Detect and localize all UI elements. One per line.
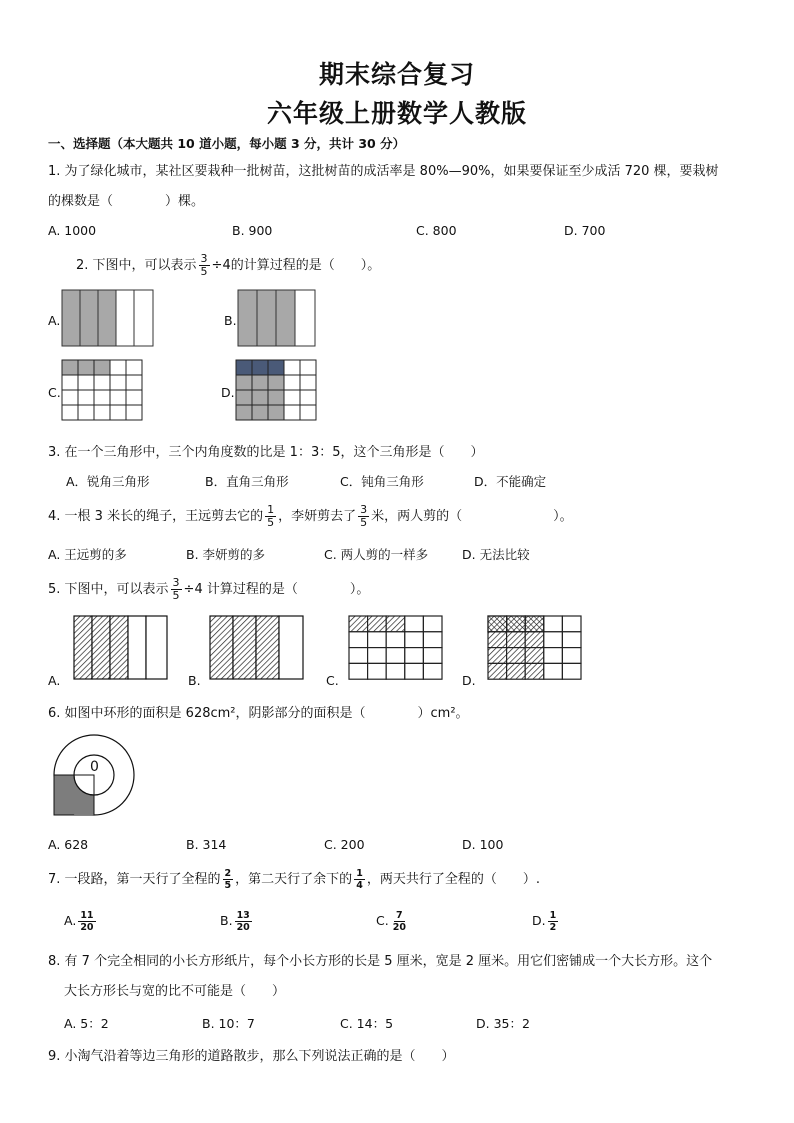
- grid-cell: [268, 390, 284, 405]
- q2-prefix: 2. 下图中，可以表示: [76, 258, 197, 273]
- grid-cell: [544, 648, 563, 664]
- grid-cell: [525, 632, 544, 648]
- question-2: [76, 251, 380, 281]
- q8-option-a: A. 5：2: [64, 1016, 109, 1031]
- q4-mid: ，李妍剪去了: [278, 509, 357, 524]
- q1-option-d: D. 700: [564, 223, 606, 238]
- q5-frac-num: 3: [172, 576, 180, 589]
- grid-cell: [368, 663, 387, 679]
- q7-a-label: A.: [64, 913, 77, 928]
- q4-prefix: 4. 一根 3 米长的绳子，王远剪去它的: [48, 509, 264, 524]
- grid-cell: [126, 375, 142, 390]
- grid-cell: [62, 390, 78, 405]
- grid-cell: [126, 405, 142, 420]
- grid-cell: [94, 405, 110, 420]
- q7-a-fraction: [78, 910, 95, 933]
- grid-cell: [488, 648, 507, 664]
- grid-cell: [126, 390, 142, 405]
- q7-d-den: 2: [549, 922, 557, 933]
- q4-f1-num: 1: [267, 503, 275, 516]
- q6-option-b: B. 314: [186, 837, 227, 852]
- grid-cell: [284, 390, 300, 405]
- grid-cell: [544, 632, 563, 648]
- q1-option-a: A. 1000: [48, 223, 97, 238]
- question-5: [48, 575, 369, 605]
- q4-f1-den: 5: [267, 516, 275, 529]
- q7-mid: ，第二天行了余下的: [235, 872, 353, 887]
- grid-cell: [562, 648, 581, 664]
- q7-b-num: 13: [236, 910, 250, 921]
- page-subtitle: 六年级上册数学人教版: [266, 99, 527, 128]
- q3-option-c: C．钝角三角形: [340, 474, 424, 489]
- q7-option-a: [64, 906, 98, 936]
- q7-d-label: D.: [532, 913, 546, 928]
- grid-cell: [94, 390, 110, 405]
- q2-figure-b: [238, 290, 316, 346]
- grid-cell: [300, 390, 316, 405]
- q4-option-c: C. 两人剪的一样多: [324, 547, 429, 562]
- grid-cell: [110, 375, 126, 390]
- grid-cell: [62, 375, 78, 390]
- grid-cell: [349, 632, 368, 648]
- grid-cell: [488, 632, 507, 648]
- q7-d-fraction: [548, 910, 559, 933]
- question-8-line1: 8. 有 7 个完全相同的小长方形纸片，每个小长方形的长是 5 厘米，宽是 2 厘米。用它们密铺成一个大长方形。这个: [48, 954, 713, 969]
- q1-option-c: C. 800: [416, 223, 457, 238]
- question-9: 9. 小淘气沿着等边三角形的道路散步，那么下列说法正确的是（ ）: [48, 1049, 455, 1064]
- q6-ring-figure: [50, 735, 140, 821]
- grid-cell: [94, 375, 110, 390]
- grid-cell: [94, 360, 110, 375]
- q7-suffix: ，两天共行了全程的（ ）.: [366, 872, 540, 887]
- grid-cell: [507, 632, 526, 648]
- grid-cell: [386, 663, 405, 679]
- grid-cell: [236, 360, 252, 375]
- grid-cell: [423, 663, 442, 679]
- grid-cell: [562, 663, 581, 679]
- grid-cell: [405, 632, 424, 648]
- q5-figure-d: [488, 616, 582, 680]
- grid-cell: [405, 616, 424, 632]
- q7-c-num: 7: [396, 910, 403, 921]
- grid-cell: [252, 375, 268, 390]
- q4-f2-num: 3: [360, 503, 368, 516]
- q8-option-c: C. 14：5: [340, 1016, 394, 1031]
- q6-option-a: A. 628: [48, 837, 89, 852]
- q2-suffix: ÷4的计算过程的是（ ）。: [211, 258, 381, 273]
- grid-cell: [62, 360, 78, 375]
- grid-cell: [284, 360, 300, 375]
- q7-d-num: 1: [549, 910, 557, 921]
- q7-option-d: [532, 906, 560, 936]
- grid-cell: [126, 360, 142, 375]
- question-1-line2: 的棵数是（ ）棵。: [48, 194, 205, 209]
- grid-cell: [236, 405, 252, 420]
- grid-cell: [349, 648, 368, 664]
- grid-cell: [268, 375, 284, 390]
- grid-cell: [236, 375, 252, 390]
- q3-option-d: D．不能确定: [474, 474, 547, 489]
- q5-fraction: [171, 577, 182, 602]
- q6-option-d: D. 100: [462, 837, 504, 852]
- grid-cell: [78, 405, 94, 420]
- q4-option-b: B. 李妍剪的多: [186, 547, 266, 562]
- grid-cell-crosshatch: [507, 616, 526, 632]
- q5-label-d: D.: [462, 673, 476, 688]
- grid-cell: [507, 663, 526, 679]
- q2-label-a: A.: [48, 313, 61, 328]
- q2-label-c: C.: [48, 385, 61, 400]
- q7-f2-den: 4: [356, 880, 363, 891]
- q7-c-fraction: [391, 910, 408, 933]
- grid-cell: [252, 405, 268, 420]
- q7-a-num: 11: [80, 910, 94, 921]
- q2-frac-den: 5: [200, 265, 208, 278]
- grid-cell: [110, 390, 126, 405]
- grid-cell-crosshatch: [488, 616, 507, 632]
- grid-cell: [300, 375, 316, 390]
- q4-f2-den: 5: [360, 516, 368, 529]
- q7-fraction-2: [354, 868, 365, 891]
- q2-frac-num: 3: [200, 252, 208, 265]
- q4-fraction-1: [265, 504, 276, 529]
- grid-cell: [405, 663, 424, 679]
- q5-label-a: A.: [48, 673, 61, 688]
- grid-cell: [284, 405, 300, 420]
- q2-figure-d: [236, 360, 316, 420]
- question-7: [48, 865, 540, 895]
- grid-cell: [386, 648, 405, 664]
- q7-fraction-1: [223, 868, 234, 891]
- grid-cell: [386, 632, 405, 648]
- q7-f1-den: 5: [224, 880, 232, 891]
- grid-cell: [62, 405, 78, 420]
- grid-cell: [507, 648, 526, 664]
- grid-cell: [562, 616, 581, 632]
- grid-cell: [368, 632, 387, 648]
- grid-cell: [252, 390, 268, 405]
- q7-b-den: 20: [236, 922, 250, 933]
- grid-cell: [300, 405, 316, 420]
- q2-figure-c: [62, 360, 142, 420]
- q5-suffix: ÷4 计算过程的是（ ）。: [183, 582, 370, 597]
- question-3: 3. 在一个三角形中，三个内角度数的比是 1：3：5，这个三角形是（ ）: [48, 445, 484, 460]
- grid-cell-crosshatch: [525, 616, 544, 632]
- q7-f1-num: 2: [224, 868, 232, 879]
- grid-cell: [349, 663, 368, 679]
- grid-cell: [423, 616, 442, 632]
- q5-figure-b: [210, 616, 304, 680]
- q7-prefix: 7. 一段路，第一天行了全程的: [48, 872, 221, 887]
- q4-fraction-2: [358, 504, 369, 529]
- question-1-line1: 1. 为了绿化城市，某社区要栽种一批树苗，这批树苗的成活率是 80%—90%，如果要保证至少成活 720 棵，要栽树: [48, 164, 719, 179]
- grid-cell: [268, 360, 284, 375]
- grid-cell: [544, 663, 563, 679]
- grid-cell: [78, 375, 94, 390]
- question-6: 6. 如图中环形的面积是 628cm²，阴影部分的面积是（ ）cm²。: [48, 706, 469, 721]
- q5-label-b: B.: [188, 673, 201, 688]
- q5-prefix: 5. 下图中，可以表示: [48, 582, 169, 597]
- q4-option-d: D. 无法比较: [462, 547, 530, 562]
- question-8-line2: 大长方形长与宽的比不可能是（ ）: [64, 984, 286, 999]
- q5-figure-c: [349, 616, 443, 680]
- q7-b-fraction: [235, 910, 252, 933]
- question-4: [48, 502, 573, 532]
- q1-option-b: B. 900: [232, 223, 273, 238]
- grid-cell: [110, 405, 126, 420]
- grid-cell: [368, 648, 387, 664]
- grid-cell: [78, 360, 94, 375]
- grid-cell: [110, 360, 126, 375]
- grid-cell: [368, 616, 387, 632]
- page-title: 期末综合复习: [318, 60, 475, 89]
- grid-cell: [284, 375, 300, 390]
- grid-cell: [544, 616, 563, 632]
- q8-option-b: B. 10：7: [202, 1016, 255, 1031]
- grid-cell: [423, 632, 442, 648]
- q5-frac-den: 5: [172, 589, 180, 602]
- grid-cell: [405, 648, 424, 664]
- grid-cell: [349, 616, 368, 632]
- q7-option-c: [376, 906, 410, 936]
- grid-cell: [300, 360, 316, 375]
- q7-f2-num: 1: [356, 868, 363, 879]
- grid-cell: [562, 632, 581, 648]
- q2-fraction: [199, 253, 210, 278]
- q7-a-den: 20: [80, 922, 94, 933]
- grid-cell: [525, 648, 544, 664]
- q3-option-b: B．直角三角形: [205, 474, 289, 489]
- q3-option-a: A．锐角三角形: [66, 474, 150, 489]
- grid-cell: [525, 663, 544, 679]
- q6-option-c: C. 200: [324, 837, 365, 852]
- q6-center-label: 0: [90, 759, 99, 775]
- q7-option-b: [220, 906, 254, 936]
- q4-option-a: A. 王远剪的多: [48, 547, 127, 562]
- q7-c-den: 20: [392, 922, 406, 933]
- section-heading: 一、选择题（本大题共 10 道小题，每小题 3 分，共计 30 分）: [48, 136, 406, 151]
- q2-figure-a: [62, 290, 154, 346]
- grid-cell: [386, 616, 405, 632]
- grid-cell: [78, 390, 94, 405]
- grid-cell: [268, 405, 284, 420]
- grid-cell: [236, 390, 252, 405]
- grid-cell: [488, 663, 507, 679]
- q8-option-d: D. 35：2: [476, 1016, 530, 1031]
- q5-figure-a: [74, 616, 168, 680]
- grid-cell: [252, 360, 268, 375]
- q2-label-d: D.: [221, 385, 235, 400]
- q7-b-label: B.: [220, 913, 233, 928]
- grid-cell: [423, 648, 442, 664]
- q7-c-label: C.: [376, 913, 389, 928]
- q4-suffix: 米，两人剪的（ ）。: [371, 509, 573, 524]
- q2-label-b: B.: [224, 313, 237, 328]
- q5-label-c: C.: [326, 673, 339, 688]
